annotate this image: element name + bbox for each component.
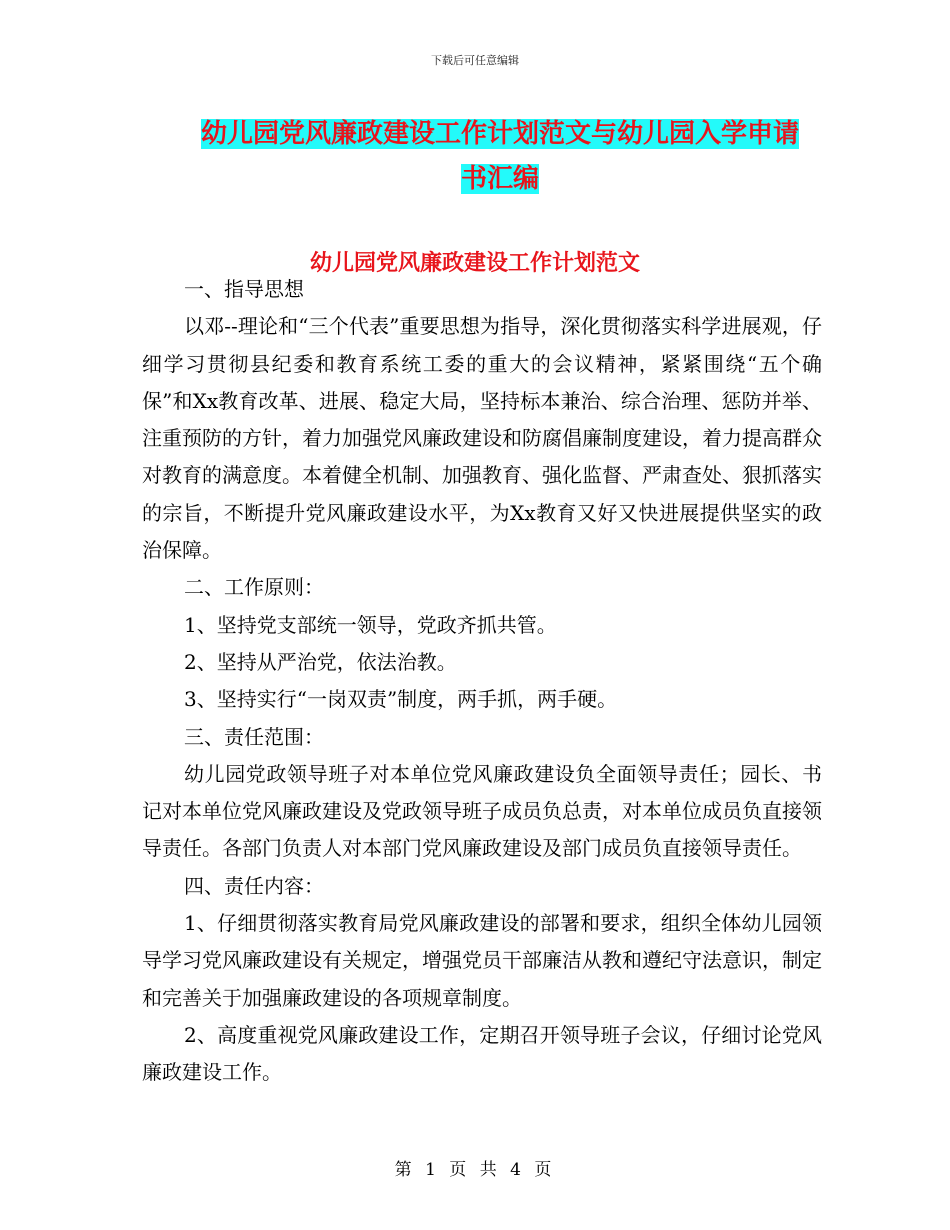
heading-responsibility-content: 四、责任内容： xyxy=(184,873,324,898)
content-item-2: 2、高度重视党风廉政建设工作，定期召开领导班子会议，仔细讨论党风廉政建设工作。 xyxy=(142,1022,822,1085)
document-title-line-1: 幼儿园党风廉政建设工作计划范文与幼儿园入学申请 xyxy=(200,119,799,149)
page-number-footer: 第 1 页 共 4 页 xyxy=(394,1160,556,1180)
principle-item-1: 1、坚持党支部统一领导，党政齐抓共管。 xyxy=(184,612,557,637)
paragraph-responsibility-scope: 幼儿园党政领导班子对本单位党风廉政建设负全面领导责任；园长、书记对本单位党风廉政建设及党政领导班子成员负总责，对本单位成员负直接领导责任。各部门负责人对本部门党风廉政建设及部门成员负直接领导责任。 xyxy=(142,761,822,861)
principle-item-3: 3、坚持实行“一岗双责”制度，两手抓，两手硬。 xyxy=(184,687,618,712)
principle-item-2: 2、坚持从严治党，依法治教。 xyxy=(184,649,457,674)
heading-responsibility-scope: 三、责任范围： xyxy=(184,724,324,749)
content-item-1: 1、仔细贯彻落实教育局党风廉政建设的部署和要求，组织全体幼儿园领导学习党风廉政建设有关规定，增强党员干部廉洁从教和遵纪守法意识，制定和完善关于加强廉政建设的各项规章制度。 xyxy=(142,911,822,1010)
heading-guiding-ideology: 一、指导思想 xyxy=(184,277,304,301)
document-body xyxy=(142,271,822,1092)
heading-work-principles: 二、工作原则： xyxy=(184,575,324,600)
document-title xyxy=(150,112,850,202)
section-title: 幼儿园党风廉政建设工作计划范文 xyxy=(309,250,640,276)
page-header-note: 下载后可任意编辑 xyxy=(431,54,519,67)
paragraph-guiding-ideology: 以邓--理论和“三个代表”重要思想为指导，深化贯彻落实科学进展观，仔细学习贯彻县纪委和教育系统工委的重大的会议精神，紧紧围绕“五个确保”和Xx教育改革、进展、稳定大局，坚持标本兼治、综合治理、惩防并举、注重预防的方针，着力加强党风廉政建设和防腐倡廉制度建设，着力提高群众对教育的满意度。本着健全机制、加强教育、强化监督、严肃查处、狠抓落实的宗旨，不断提升党风廉政建设水平，为Xx教育又好又快进展提供坚实的政治保障。 xyxy=(142,314,822,563)
document-title-line-2: 书汇编 xyxy=(460,164,539,194)
